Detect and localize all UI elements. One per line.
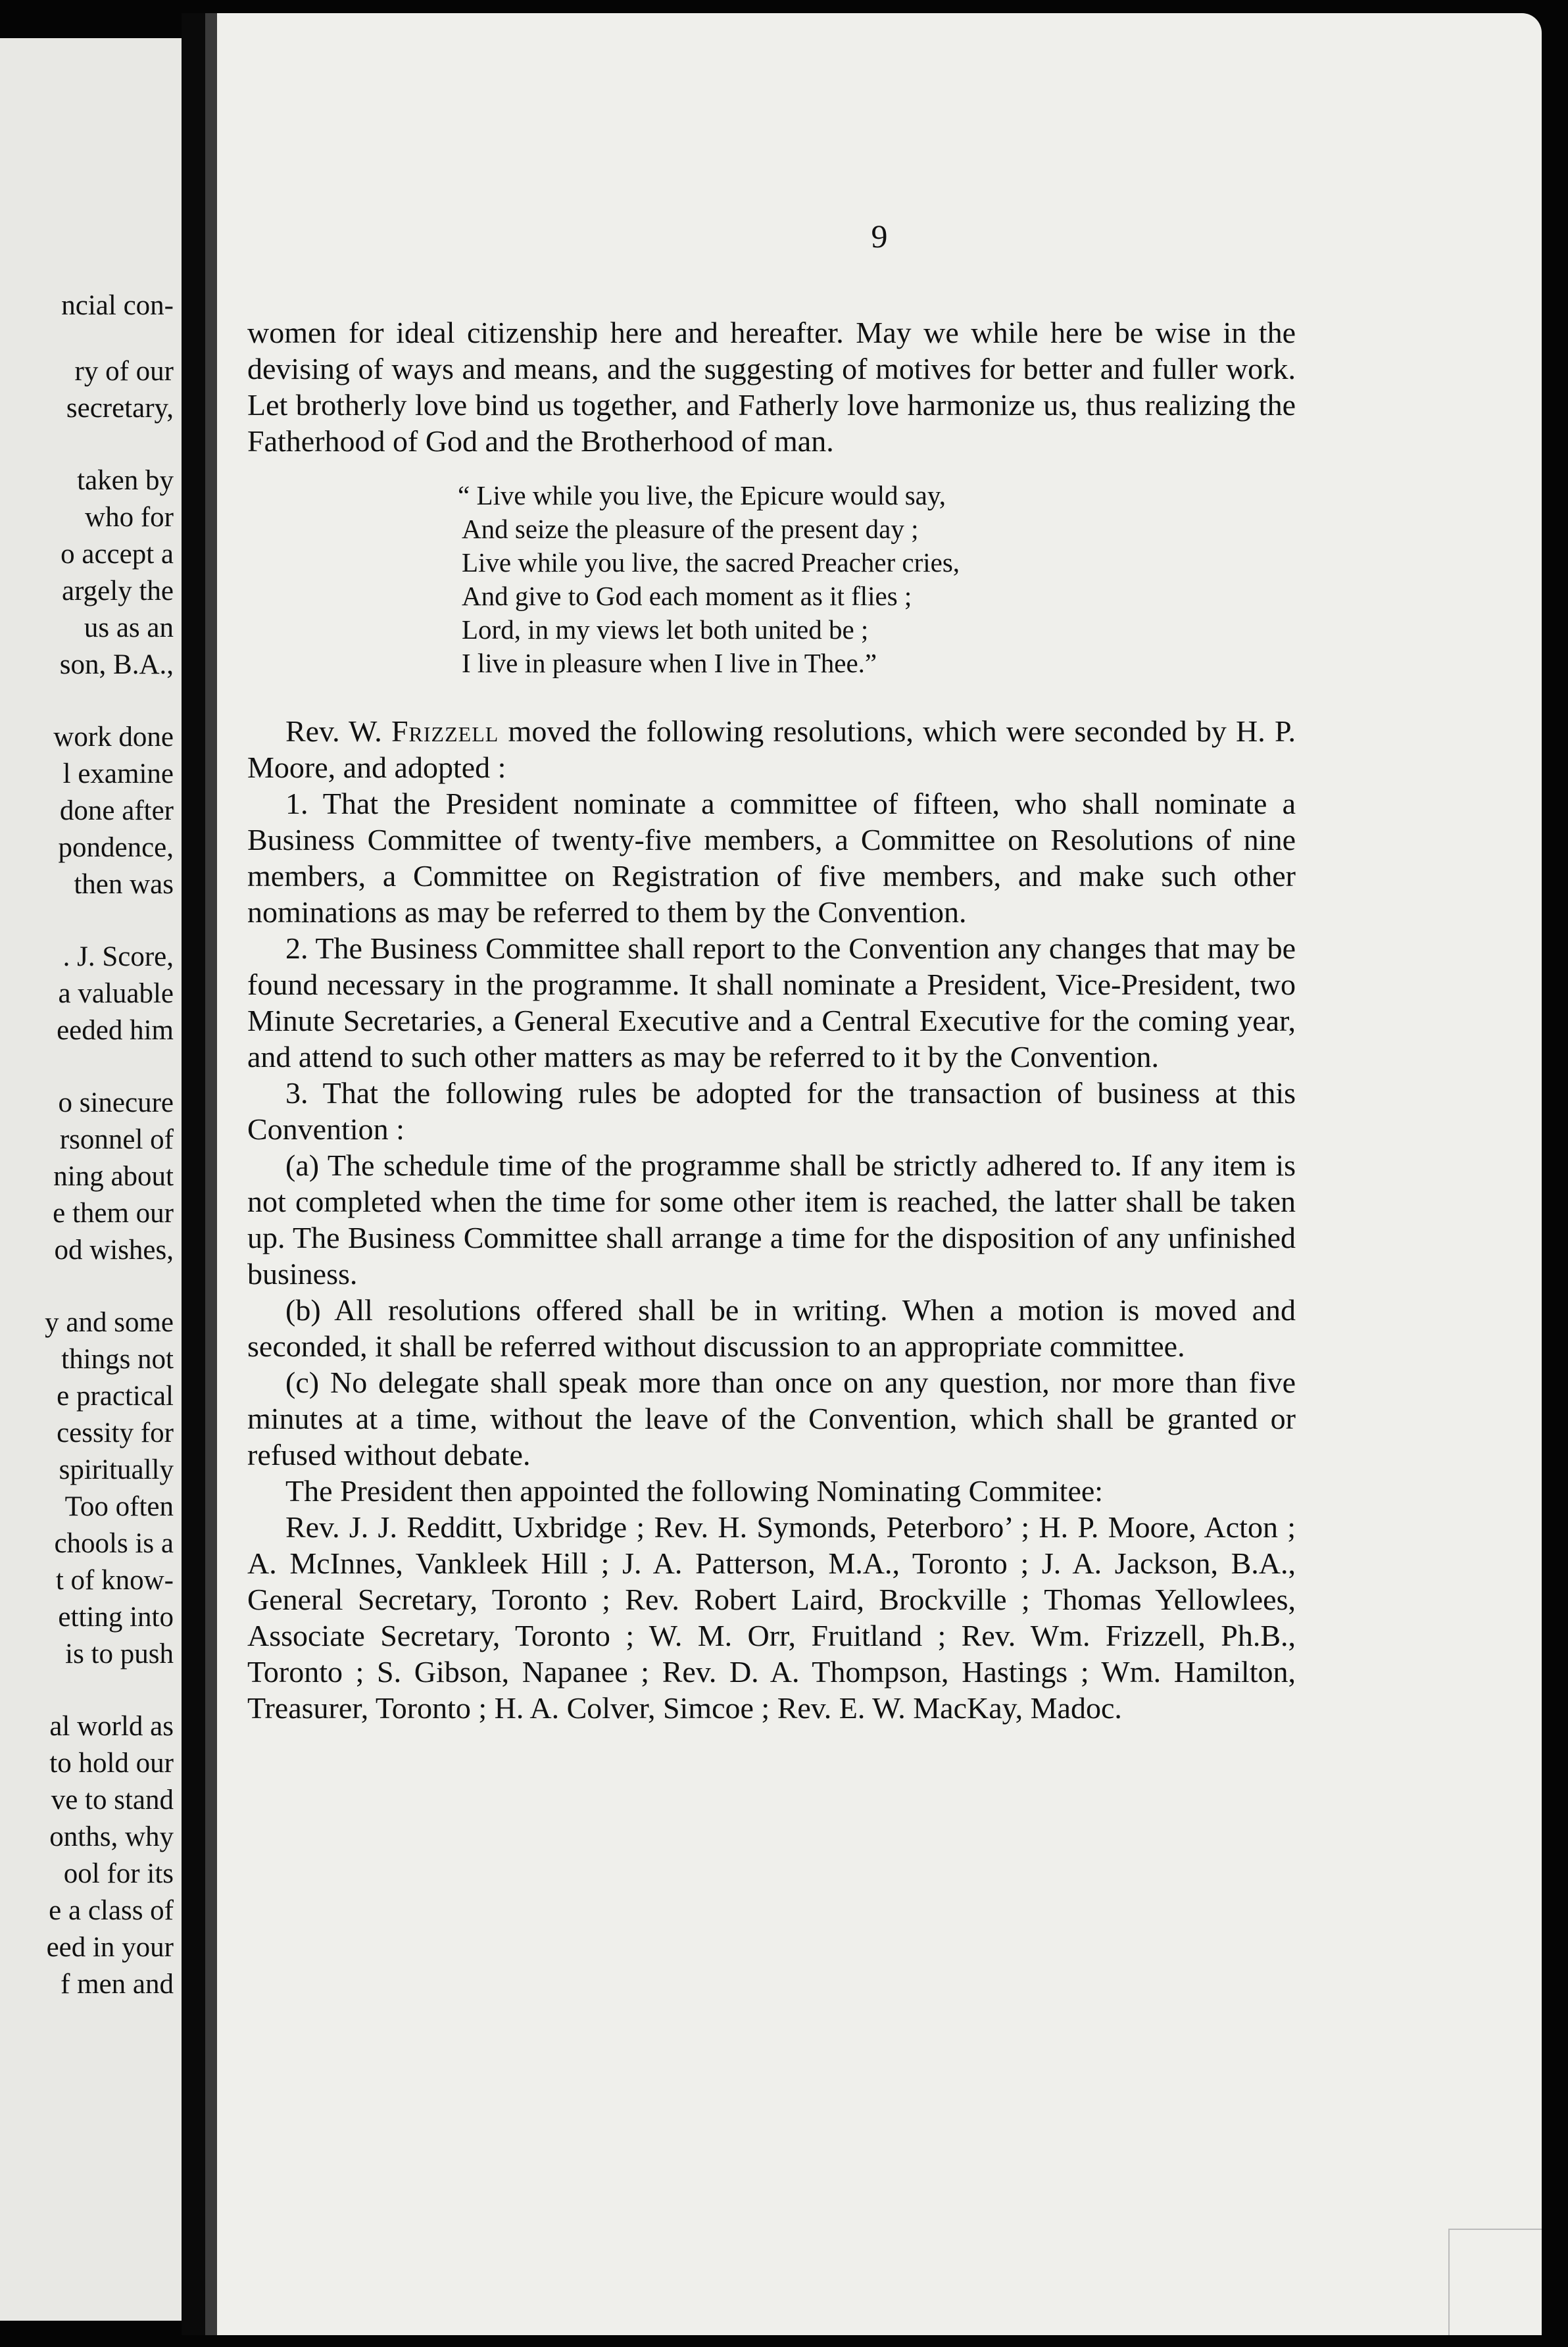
left-page-line: ry of our xyxy=(74,356,174,387)
poem-line: And seize the pleasure of the present day ; xyxy=(462,514,919,544)
committee-intro: The President then appointed the following Nominating Commitee: xyxy=(285,1474,1104,1508)
left-page-line: rsonnel of xyxy=(59,1124,174,1155)
left-page-line: e them our xyxy=(53,1198,174,1229)
poem-line: “ Live while you live, the Epicure would say, xyxy=(458,480,946,510)
left-page-line: a valuable xyxy=(58,978,174,1009)
left-page-line: is to push xyxy=(65,1639,174,1669)
resolution-3: 3. That the following rules be adopted for the transaction of business at this Convention : xyxy=(247,1076,1296,1146)
left-page-line: secretary, xyxy=(66,393,174,424)
committee-list: Rev. J. J. Redditt, Uxbridge ; Rev. H. Symonds, Peterboro’ ; H. P. Moore, Acton ; A. McInnes, Vankleek Hill ; J. A. Patterson, M.A., Toronto ; J. A. Jackson, B.A., General Secretary, Toronto ; Rev. Robert Laird, Brockville ; Thomas Yellowlees, Associate Secretary, Toronto ; W. M. Orr, Fruitland ; Rev. Wm. Frizzell, Ph.B., Toronto ; S. Gibson, Napanee ; Rev. D. A. Thompson, Hastings ; Wm. Hamilton, Treasurer, Toronto ; H. A. Colver, Simcoe ; Rev. E. W. MacKay, Madoc. xyxy=(247,1510,1296,1725)
left-page-line: y and some xyxy=(45,1307,174,1338)
poem-line: And give to God each moment as it flies ; xyxy=(462,581,912,611)
main-page xyxy=(217,13,1542,2335)
poem-line: Live while you live, the sacred Preacher cries, xyxy=(462,547,960,578)
left-page-line: t of know- xyxy=(55,1565,174,1596)
left-page-line: l examine xyxy=(62,758,174,789)
left-page-line: ool for its xyxy=(63,1858,174,1889)
motion-paragraph xyxy=(247,713,1296,785)
rule-c: (c) No delegate shall speak more than once on any question, nor more than five minutes at a time, without the leave of the Convention, which shall be granted or refused without debate. xyxy=(247,1366,1296,1471)
left-page-line: son, B.A., xyxy=(59,649,174,680)
left-page-line: taken by xyxy=(77,465,174,496)
resolution-2: 2. The Business Committee shall report to the Convention any changes that may be found necessary in the programme. It shall nominate a President, Vice-President, two Minute Secretaries, a General Executive and a Central Executive for the coming year, and attend to such other matters as may be referred to it by the Convention. xyxy=(247,931,1296,1074)
left-page-line: spiritually xyxy=(59,1454,174,1485)
poem-line: I live in pleasure when I live in Thee.” xyxy=(462,648,877,678)
left-page-line: us as an xyxy=(84,612,174,643)
left-page-line: ncial con- xyxy=(61,290,174,321)
page-text xyxy=(247,314,1296,1726)
left-page-line: eed in your xyxy=(46,1932,174,1963)
motion-text: moved the following resolutions, which were seconded by H. P. Moore, and adopted : xyxy=(247,714,1296,784)
resolution-1: 1. That the President nominate a committee of fifteen, who shall nominate a Business Committee of twenty-five members, a Committee on Resolutions of nine members, a Committee on Registration of five members, and make such other nominations as may be referred to them by the Convention. xyxy=(247,787,1296,929)
left-page-line: f men and xyxy=(61,1969,174,2000)
left-page-line: then was xyxy=(74,869,174,900)
left-page-line: . J. Score, xyxy=(62,941,174,972)
left-page-line: od wishes, xyxy=(54,1235,174,1266)
mover-title: Rev. W. xyxy=(285,714,382,748)
left-page-line: ve to stand xyxy=(51,1785,174,1816)
left-page-line: onths, why xyxy=(49,1821,174,1852)
left-page-line: eeded him xyxy=(57,1015,174,1046)
left-page-line: e practical xyxy=(57,1381,174,1412)
left-page-line: al world as xyxy=(49,1711,174,1742)
mover-name: Frizzell xyxy=(391,714,499,748)
left-page-line: things not xyxy=(61,1344,174,1375)
left-page-line: chools is a xyxy=(54,1528,174,1559)
page-number: 9 xyxy=(871,218,888,255)
left-page-line: to hold our xyxy=(49,1748,174,1779)
left-page-line: argely the xyxy=(62,576,174,606)
left-page-line: e a class of xyxy=(49,1895,174,1926)
left-page-line: o sinecure xyxy=(58,1087,174,1118)
left-page-line: ning about xyxy=(53,1161,174,1192)
rule-a: (a) The schedule time of the programme shall be strictly adhered to. If any item is not completed when the time for some other item is reached, the latter shall be taken up. The Business Committee shall arrange a time for the disposition of any unfinished business. xyxy=(247,1149,1296,1291)
left-page-line: work done xyxy=(53,722,174,753)
left-facing-page xyxy=(0,38,182,2321)
poem xyxy=(458,479,1296,680)
left-page-line: pondence, xyxy=(58,832,174,863)
poem-line: Lord, in my views let both united be ; xyxy=(462,614,869,645)
page-corner-mark xyxy=(1448,2229,1542,2335)
left-page-line: cessity for xyxy=(57,1418,174,1448)
opening-paragraph: women for ideal citizenship here and hereafter. May we while here be wise in the devising of ways and means, and the suggesting of motives for better and fuller work. Let brotherly love bind us together, and Fatherly love harmonize us, thus realizing the Fatherhood of God and the Brotherhood of man. xyxy=(247,316,1296,458)
left-page-line: who for xyxy=(85,502,174,533)
left-page-line: etting into xyxy=(58,1602,174,1633)
left-page-line: Too often xyxy=(64,1491,174,1522)
rule-b: (b) All resolutions offered shall be in writing. When a motion is moved and seconded, it shall be referred without discussion to an appropriate committee. xyxy=(247,1293,1296,1363)
left-page-line: o accept a xyxy=(61,539,174,570)
left-page-line: done after xyxy=(59,795,174,826)
